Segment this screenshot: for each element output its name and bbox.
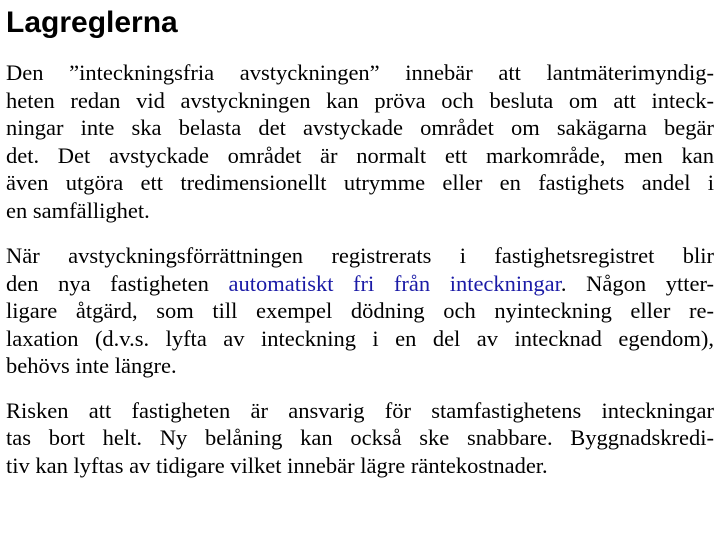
paragraph-line	[6, 270, 714, 298]
paragraph-line: heten redan vid avstyckningen kan pröva och besluta om att inteck-	[6, 87, 714, 113]
paragraph-line: Risken att fastigheten är ansvarig för stamfastighetens inteckningar	[6, 397, 714, 423]
paragraph-line: en samfällighet.	[6, 197, 150, 223]
document-page	[6, 0, 714, 479]
paragraph-line: När avstyckningsförrättningen registrerats i fastighetsregistret blir	[6, 243, 714, 268]
paragraph-3	[6, 397, 714, 480]
paragraph-line: behövs inte längre.	[6, 353, 177, 378]
page-title: Lagreglerna	[6, 6, 178, 39]
paragraph-line: även utgöra ett tredimensionellt utrymme eller en fastighets andel i	[6, 170, 714, 195]
paragraph-1	[6, 59, 714, 224]
paragraph-line: tiv kan lyftas av tidigare vilket innebär lägre räntekostnader.	[6, 452, 548, 478]
text-segment: den nya fastigheten	[6, 270, 229, 296]
paragraph-2	[6, 242, 714, 380]
paragraph-line: det. Det avstyckade området är normalt ett markområde, men kan	[6, 142, 714, 168]
paragraph-line: tas bort helt. Ny belåning kan också ske snabbare. Byggnadskredi-	[6, 425, 714, 450]
paragraph-line: Den ”inteckningsfria avstyckningen” innebär att lantmäterimyndig-	[6, 60, 714, 85]
paragraph-line: ningar inte ska belasta det avstyckade området om sakägarna begär	[6, 115, 714, 140]
paragraph-line: laxation (d.v.s. lyfta av inteckning i en del av intecknad egendom),	[6, 325, 714, 351]
text-segment: . Någon ytter-	[560, 270, 714, 296]
paragraph-line: ligare åtgärd, som till exempel dödning och nyinteckning eller re-	[6, 298, 714, 323]
link-automatiskt-fri[interactable]: automatiskt fri från inteckningar	[228, 270, 561, 296]
